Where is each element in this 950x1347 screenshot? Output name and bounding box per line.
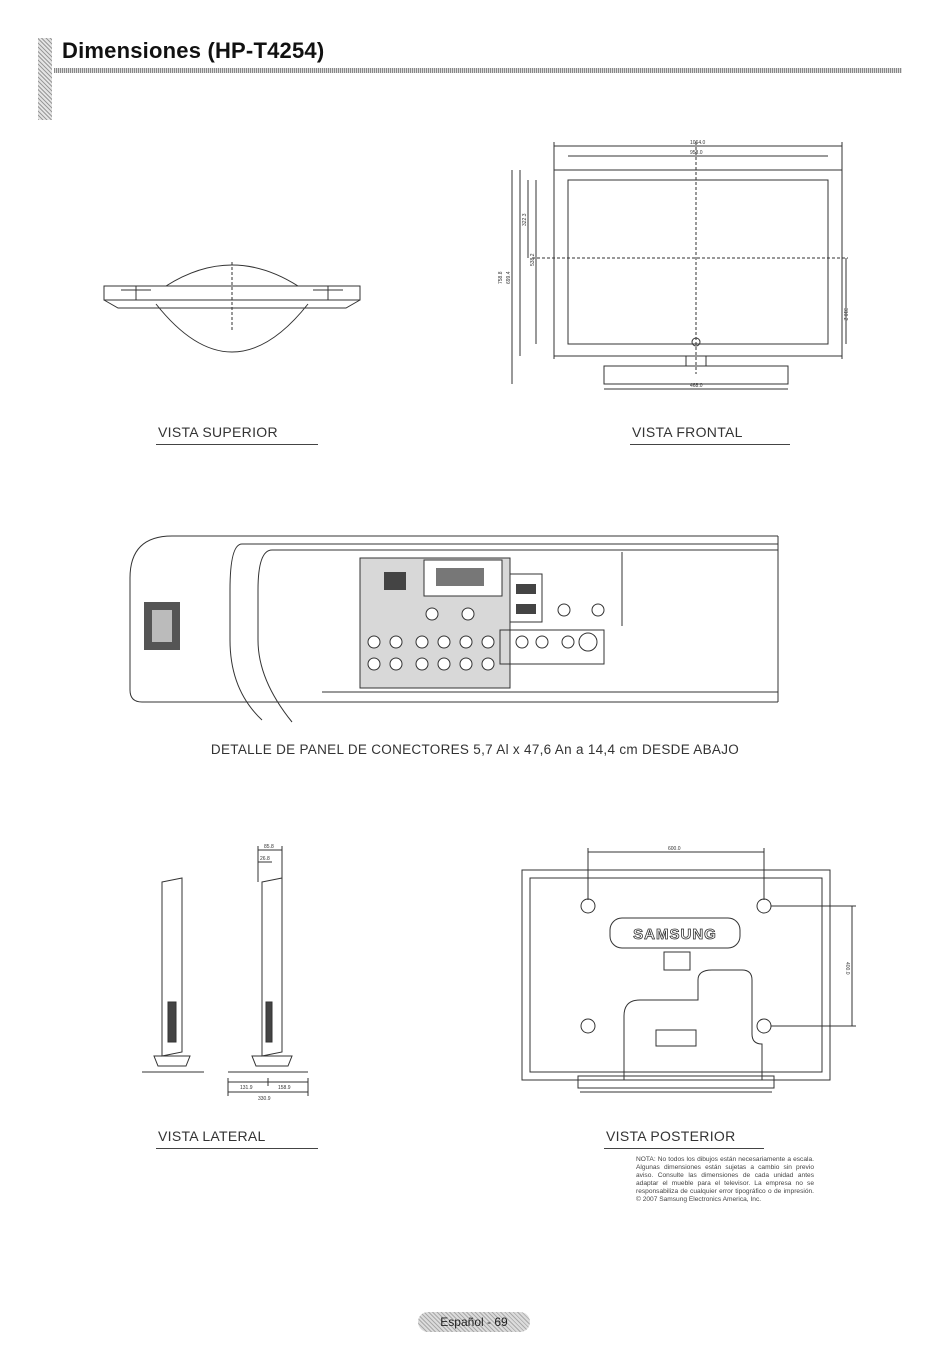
dim-depth-top: 85.8: [264, 844, 274, 850]
dim-right-height: 310.2: [842, 308, 848, 321]
dim-stand-depth-right: 158.9: [278, 1085, 291, 1091]
connector-panel-drawing: [122, 530, 784, 730]
dim-depth-inner: 26.8: [260, 856, 270, 862]
page-title: Dimensiones (HP-T4254): [62, 38, 325, 63]
side-view-label: VISTA LATERAL: [158, 1128, 266, 1144]
dim-stand-depth-left: 131.9: [240, 1085, 253, 1091]
dim-screen-height: 538.2: [530, 253, 536, 266]
dim-height-no-stand: 699.4: [506, 271, 512, 284]
dim-mount-height: 400.0: [844, 962, 850, 975]
disclaimer-note: NOTA: No todos los dibujos están necesariamente a escala. Algunas dimensiones están sujetas a cambio sin previo aviso. Consulte las dimensiones de cada unidad antes adaptar el mueble para el televisor. La empresa no se responsabiliza de cualquier error tipográfico o de impresión. © 2007 Samsung Electronics America, Inc.: [636, 1156, 814, 1203]
rear-view-underline: [604, 1148, 764, 1149]
dim-mount-width: 600.0: [668, 846, 681, 852]
dim-screen-width: 958.0: [690, 150, 703, 156]
connector-panel-caption: DETALLE DE PANEL DE CONECTORES 5,7 Al x 47,6 An a 14,4 cm DESDE ABAJO: [210, 742, 740, 757]
front-view-drawing: [496, 134, 864, 404]
top-view-drawing: [96, 250, 368, 370]
samsung-logo: SAMSUNG: [633, 926, 717, 943]
rear-view-drawing: [516, 840, 862, 1102]
page-number-badge: Español - 69: [418, 1312, 530, 1332]
dim-overall-height: 758.8: [498, 271, 504, 284]
connector-block: [360, 558, 604, 688]
dim-overall-width: 1064.0: [690, 140, 706, 146]
top-view-underline: [156, 444, 318, 445]
side-view-underline: [156, 1148, 318, 1149]
dim-stand-width: 468.0: [690, 383, 703, 389]
top-view-label: VISTA SUPERIOR: [158, 424, 278, 440]
dim-upper-height: 322.3: [522, 213, 528, 226]
header-rule: [54, 68, 902, 73]
side-view-drawing: [132, 842, 332, 1104]
dim-stand-depth-total: 330.9: [258, 1096, 271, 1102]
front-view-underline: [630, 444, 790, 445]
rear-view-label: VISTA POSTERIOR: [606, 1128, 736, 1144]
header-accent-bar: [38, 38, 52, 120]
front-view-label: VISTA FRONTAL: [632, 424, 743, 440]
